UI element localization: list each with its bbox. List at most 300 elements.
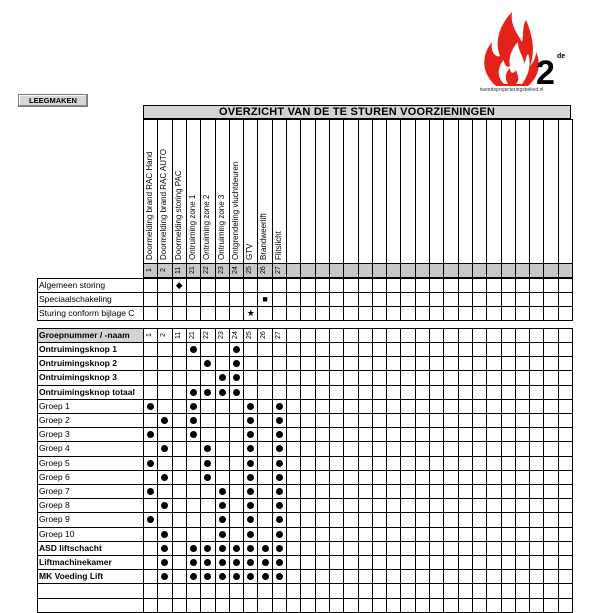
matrix-cell[interactable] bbox=[487, 307, 500, 320]
matrix-cell[interactable] bbox=[544, 499, 557, 512]
matrix-cell[interactable] bbox=[444, 428, 457, 441]
matrix-cell[interactable] bbox=[158, 513, 171, 526]
matrix-cell[interactable] bbox=[401, 428, 414, 441]
matrix-cell[interactable] bbox=[158, 485, 171, 498]
matrix-cell[interactable] bbox=[244, 471, 257, 484]
matrix-cell[interactable] bbox=[287, 485, 300, 498]
matrix-cell[interactable] bbox=[473, 414, 486, 427]
matrix-cell[interactable] bbox=[316, 371, 329, 384]
matrix-cell[interactable] bbox=[516, 570, 529, 583]
matrix-cell[interactable] bbox=[230, 307, 243, 320]
matrix-cell[interactable] bbox=[502, 279, 515, 292]
matrix-cell[interactable] bbox=[544, 528, 557, 541]
matrix-cell[interactable] bbox=[273, 499, 286, 512]
matrix-cell[interactable] bbox=[359, 513, 372, 526]
matrix-cell[interactable] bbox=[401, 457, 414, 470]
matrix-cell[interactable] bbox=[144, 343, 157, 356]
matrix-cell[interactable] bbox=[444, 556, 457, 569]
matrix-cell[interactable] bbox=[473, 343, 486, 356]
matrix-cell[interactable] bbox=[487, 371, 500, 384]
matrix-cell[interactable] bbox=[487, 293, 500, 306]
matrix-cell[interactable] bbox=[344, 400, 357, 413]
matrix-cell[interactable] bbox=[173, 457, 186, 470]
matrix-cell[interactable] bbox=[487, 570, 500, 583]
matrix-cell[interactable] bbox=[544, 428, 557, 441]
matrix-cell[interactable] bbox=[258, 499, 271, 512]
matrix-cell[interactable] bbox=[373, 599, 386, 612]
matrix-cell[interactable] bbox=[502, 414, 515, 427]
matrix-cell[interactable] bbox=[459, 428, 472, 441]
matrix-cell[interactable] bbox=[230, 414, 243, 427]
matrix-cell[interactable] bbox=[244, 371, 257, 384]
matrix-cell[interactable] bbox=[430, 513, 443, 526]
matrix-cell[interactable] bbox=[559, 584, 572, 597]
matrix-cell[interactable] bbox=[459, 570, 472, 583]
matrix-cell[interactable] bbox=[487, 471, 500, 484]
matrix-cell[interactable] bbox=[359, 457, 372, 470]
matrix-cell[interactable] bbox=[416, 499, 429, 512]
matrix-cell[interactable] bbox=[430, 371, 443, 384]
matrix-cell[interactable] bbox=[316, 414, 329, 427]
matrix-cell[interactable] bbox=[144, 371, 157, 384]
matrix-cell[interactable] bbox=[502, 428, 515, 441]
matrix-cell[interactable] bbox=[516, 357, 529, 370]
matrix-cell[interactable] bbox=[316, 542, 329, 555]
matrix-cell[interactable] bbox=[230, 485, 243, 498]
matrix-cell[interactable] bbox=[158, 414, 171, 427]
matrix-cell[interactable] bbox=[430, 542, 443, 555]
matrix-cell[interactable] bbox=[258, 307, 271, 320]
matrix-cell[interactable] bbox=[173, 513, 186, 526]
matrix-cell[interactable] bbox=[459, 400, 472, 413]
matrix-cell[interactable] bbox=[559, 528, 572, 541]
matrix-cell[interactable] bbox=[273, 428, 286, 441]
matrix-cell[interactable] bbox=[344, 329, 357, 342]
matrix-cell[interactable] bbox=[173, 485, 186, 498]
matrix-cell[interactable] bbox=[287, 584, 300, 597]
matrix-cell[interactable] bbox=[201, 499, 214, 512]
matrix-cell[interactable] bbox=[201, 584, 214, 597]
matrix-cell[interactable] bbox=[330, 570, 343, 583]
matrix-cell[interactable] bbox=[416, 279, 429, 292]
matrix-cell[interactable] bbox=[287, 329, 300, 342]
matrix-cell[interactable] bbox=[544, 570, 557, 583]
matrix-cell[interactable] bbox=[301, 457, 314, 470]
matrix-cell[interactable] bbox=[516, 499, 529, 512]
matrix-cell[interactable] bbox=[502, 471, 515, 484]
matrix-cell[interactable] bbox=[559, 386, 572, 399]
matrix-cell[interactable] bbox=[387, 386, 400, 399]
matrix-cell[interactable] bbox=[344, 343, 357, 356]
matrix-cell[interactable] bbox=[430, 414, 443, 427]
matrix-cell[interactable] bbox=[373, 471, 386, 484]
matrix-cell[interactable] bbox=[487, 343, 500, 356]
matrix-cell[interactable] bbox=[173, 293, 186, 306]
matrix-cell[interactable] bbox=[430, 499, 443, 512]
matrix-cell[interactable] bbox=[387, 307, 400, 320]
matrix-cell[interactable] bbox=[559, 499, 572, 512]
matrix-cell[interactable] bbox=[144, 599, 157, 612]
matrix-cell[interactable] bbox=[201, 599, 214, 612]
matrix-cell[interactable] bbox=[430, 528, 443, 541]
matrix-cell[interactable] bbox=[487, 584, 500, 597]
matrix-cell[interactable] bbox=[444, 400, 457, 413]
matrix-cell[interactable] bbox=[487, 386, 500, 399]
matrix-cell[interactable] bbox=[473, 485, 486, 498]
matrix-cell[interactable] bbox=[201, 428, 214, 441]
matrix-cell[interactable] bbox=[530, 400, 543, 413]
matrix-cell[interactable] bbox=[544, 343, 557, 356]
matrix-cell[interactable] bbox=[359, 471, 372, 484]
matrix-cell[interactable] bbox=[530, 307, 543, 320]
matrix-cell[interactable] bbox=[244, 457, 257, 470]
matrix-cell[interactable] bbox=[258, 357, 271, 370]
matrix-cell[interactable] bbox=[273, 357, 286, 370]
matrix-cell[interactable] bbox=[516, 428, 529, 441]
matrix-cell[interactable] bbox=[502, 599, 515, 612]
matrix-cell[interactable] bbox=[559, 457, 572, 470]
matrix-cell[interactable] bbox=[158, 386, 171, 399]
matrix-cell[interactable] bbox=[416, 414, 429, 427]
matrix-cell[interactable] bbox=[459, 442, 472, 455]
matrix-cell[interactable] bbox=[187, 570, 200, 583]
matrix-cell[interactable] bbox=[287, 414, 300, 427]
matrix-cell[interactable] bbox=[287, 279, 300, 292]
matrix-cell[interactable] bbox=[444, 307, 457, 320]
matrix-cell[interactable] bbox=[344, 457, 357, 470]
matrix-cell[interactable] bbox=[344, 556, 357, 569]
matrix-cell[interactable] bbox=[516, 471, 529, 484]
matrix-cell[interactable] bbox=[444, 343, 457, 356]
matrix-cell[interactable] bbox=[158, 400, 171, 413]
matrix-cell[interactable] bbox=[444, 584, 457, 597]
matrix-cell[interactable] bbox=[244, 528, 257, 541]
matrix-cell[interactable] bbox=[158, 343, 171, 356]
matrix-cell[interactable] bbox=[216, 293, 229, 306]
matrix-cell[interactable] bbox=[330, 279, 343, 292]
matrix-cell[interactable] bbox=[444, 528, 457, 541]
matrix-cell[interactable] bbox=[473, 499, 486, 512]
matrix-cell[interactable] bbox=[287, 471, 300, 484]
matrix-cell[interactable] bbox=[230, 471, 243, 484]
matrix-cell[interactable] bbox=[173, 556, 186, 569]
matrix-cell[interactable] bbox=[287, 442, 300, 455]
matrix-cell[interactable] bbox=[373, 542, 386, 555]
matrix-cell[interactable] bbox=[158, 371, 171, 384]
matrix-cell[interactable] bbox=[230, 357, 243, 370]
matrix-cell[interactable] bbox=[273, 371, 286, 384]
matrix-cell[interactable] bbox=[244, 357, 257, 370]
matrix-cell[interactable] bbox=[344, 293, 357, 306]
matrix-cell[interactable] bbox=[473, 329, 486, 342]
matrix-cell[interactable] bbox=[244, 570, 257, 583]
matrix-cell[interactable] bbox=[359, 528, 372, 541]
matrix-cell[interactable] bbox=[387, 457, 400, 470]
matrix-cell[interactable] bbox=[487, 279, 500, 292]
matrix-cell[interactable] bbox=[158, 428, 171, 441]
matrix-cell[interactable] bbox=[187, 357, 200, 370]
matrix-cell[interactable] bbox=[258, 528, 271, 541]
matrix-cell[interactable] bbox=[487, 457, 500, 470]
matrix-cell[interactable] bbox=[444, 386, 457, 399]
matrix-cell[interactable] bbox=[401, 293, 414, 306]
matrix-cell[interactable] bbox=[416, 513, 429, 526]
matrix-cell[interactable] bbox=[244, 442, 257, 455]
matrix-cell[interactable] bbox=[544, 371, 557, 384]
matrix-cell[interactable] bbox=[387, 485, 400, 498]
leegmaken-button[interactable]: LEEGMAKEN bbox=[18, 94, 88, 107]
matrix-cell[interactable] bbox=[244, 556, 257, 569]
matrix-cell[interactable] bbox=[444, 542, 457, 555]
matrix-cell[interactable] bbox=[401, 329, 414, 342]
matrix-cell[interactable] bbox=[416, 343, 429, 356]
matrix-cell[interactable] bbox=[144, 279, 157, 292]
matrix-cell[interactable] bbox=[187, 293, 200, 306]
matrix-cell[interactable] bbox=[387, 513, 400, 526]
matrix-cell[interactable] bbox=[301, 400, 314, 413]
matrix-cell[interactable] bbox=[416, 599, 429, 612]
matrix-cell[interactable] bbox=[173, 599, 186, 612]
matrix-cell[interactable] bbox=[373, 357, 386, 370]
matrix-cell[interactable] bbox=[287, 343, 300, 356]
matrix-cell[interactable] bbox=[459, 471, 472, 484]
matrix-cell[interactable] bbox=[401, 485, 414, 498]
matrix-cell[interactable] bbox=[559, 542, 572, 555]
matrix-cell[interactable] bbox=[516, 414, 529, 427]
matrix-cell[interactable] bbox=[444, 471, 457, 484]
matrix-cell[interactable] bbox=[244, 599, 257, 612]
matrix-cell[interactable] bbox=[373, 414, 386, 427]
matrix-cell[interactable] bbox=[544, 329, 557, 342]
matrix-cell[interactable] bbox=[244, 513, 257, 526]
matrix-cell[interactable] bbox=[459, 293, 472, 306]
matrix-cell[interactable] bbox=[258, 279, 271, 292]
matrix-cell[interactable] bbox=[301, 428, 314, 441]
matrix-cell[interactable] bbox=[144, 485, 157, 498]
matrix-cell[interactable] bbox=[401, 414, 414, 427]
matrix-cell[interactable] bbox=[416, 386, 429, 399]
matrix-cell[interactable] bbox=[201, 343, 214, 356]
matrix-cell[interactable] bbox=[473, 457, 486, 470]
matrix-cell[interactable] bbox=[559, 471, 572, 484]
matrix-cell[interactable] bbox=[387, 556, 400, 569]
matrix-cell[interactable] bbox=[487, 428, 500, 441]
matrix-cell[interactable] bbox=[359, 386, 372, 399]
matrix-cell[interactable] bbox=[287, 457, 300, 470]
matrix-cell[interactable] bbox=[359, 584, 372, 597]
matrix-cell[interactable] bbox=[144, 556, 157, 569]
matrix-cell[interactable] bbox=[187, 542, 200, 555]
matrix-cell[interactable] bbox=[473, 556, 486, 569]
matrix-cell[interactable] bbox=[258, 513, 271, 526]
matrix-cell[interactable] bbox=[544, 442, 557, 455]
matrix-cell[interactable] bbox=[416, 471, 429, 484]
matrix-cell[interactable] bbox=[144, 307, 157, 320]
matrix-cell[interactable] bbox=[516, 513, 529, 526]
matrix-cell[interactable] bbox=[201, 513, 214, 526]
matrix-cell[interactable] bbox=[530, 386, 543, 399]
matrix-cell[interactable] bbox=[216, 513, 229, 526]
matrix-cell[interactable] bbox=[173, 371, 186, 384]
matrix-cell[interactable] bbox=[416, 428, 429, 441]
matrix-cell[interactable] bbox=[230, 457, 243, 470]
matrix-cell[interactable] bbox=[230, 386, 243, 399]
matrix-cell[interactable] bbox=[401, 513, 414, 526]
matrix-cell[interactable] bbox=[187, 386, 200, 399]
matrix-cell[interactable] bbox=[530, 414, 543, 427]
matrix-cell[interactable] bbox=[273, 599, 286, 612]
matrix-cell[interactable] bbox=[244, 293, 257, 306]
matrix-cell[interactable] bbox=[273, 386, 286, 399]
matrix-cell[interactable] bbox=[373, 499, 386, 512]
matrix-cell[interactable] bbox=[530, 329, 543, 342]
matrix-cell[interactable] bbox=[273, 528, 286, 541]
matrix-cell[interactable] bbox=[187, 499, 200, 512]
matrix-cell[interactable] bbox=[530, 371, 543, 384]
matrix-cell[interactable] bbox=[459, 485, 472, 498]
matrix-cell[interactable] bbox=[430, 584, 443, 597]
matrix-cell[interactable] bbox=[559, 279, 572, 292]
matrix-cell[interactable] bbox=[487, 357, 500, 370]
matrix-cell[interactable] bbox=[344, 570, 357, 583]
matrix-cell[interactable] bbox=[473, 442, 486, 455]
matrix-cell[interactable] bbox=[516, 329, 529, 342]
matrix-cell[interactable] bbox=[287, 293, 300, 306]
matrix-cell[interactable] bbox=[416, 442, 429, 455]
matrix-cell[interactable] bbox=[559, 307, 572, 320]
matrix-cell[interactable] bbox=[359, 279, 372, 292]
matrix-cell[interactable] bbox=[244, 542, 257, 555]
matrix-cell[interactable] bbox=[244, 307, 257, 320]
matrix-cell[interactable] bbox=[173, 471, 186, 484]
matrix-cell[interactable] bbox=[401, 307, 414, 320]
matrix-cell[interactable] bbox=[430, 442, 443, 455]
matrix-cell[interactable] bbox=[158, 307, 171, 320]
matrix-cell[interactable] bbox=[530, 428, 543, 441]
matrix-cell[interactable] bbox=[373, 329, 386, 342]
matrix-cell[interactable] bbox=[316, 528, 329, 541]
matrix-cell[interactable] bbox=[502, 357, 515, 370]
matrix-cell[interactable] bbox=[187, 599, 200, 612]
matrix-cell[interactable] bbox=[144, 584, 157, 597]
matrix-cell[interactable] bbox=[430, 293, 443, 306]
matrix-cell[interactable] bbox=[544, 513, 557, 526]
matrix-cell[interactable] bbox=[216, 386, 229, 399]
matrix-cell[interactable] bbox=[330, 471, 343, 484]
matrix-cell[interactable] bbox=[401, 386, 414, 399]
matrix-cell[interactable] bbox=[487, 513, 500, 526]
matrix-cell[interactable] bbox=[359, 428, 372, 441]
matrix-cell[interactable] bbox=[316, 386, 329, 399]
matrix-cell[interactable] bbox=[301, 499, 314, 512]
matrix-cell[interactable] bbox=[401, 442, 414, 455]
matrix-cell[interactable] bbox=[216, 343, 229, 356]
matrix-cell[interactable] bbox=[201, 414, 214, 427]
matrix-cell[interactable] bbox=[430, 279, 443, 292]
matrix-cell[interactable] bbox=[244, 386, 257, 399]
matrix-cell[interactable] bbox=[530, 542, 543, 555]
matrix-cell[interactable] bbox=[459, 499, 472, 512]
matrix-cell[interactable] bbox=[502, 528, 515, 541]
matrix-cell[interactable] bbox=[359, 570, 372, 583]
matrix-cell[interactable] bbox=[301, 371, 314, 384]
matrix-cell[interactable] bbox=[258, 343, 271, 356]
matrix-cell[interactable] bbox=[316, 400, 329, 413]
matrix-cell[interactable] bbox=[444, 457, 457, 470]
matrix-cell[interactable] bbox=[144, 386, 157, 399]
matrix-cell[interactable] bbox=[287, 357, 300, 370]
matrix-cell[interactable] bbox=[559, 485, 572, 498]
matrix-cell[interactable] bbox=[444, 279, 457, 292]
matrix-cell[interactable] bbox=[216, 556, 229, 569]
matrix-cell[interactable] bbox=[301, 293, 314, 306]
matrix-cell[interactable] bbox=[330, 371, 343, 384]
matrix-cell[interactable] bbox=[544, 485, 557, 498]
matrix-cell[interactable] bbox=[459, 414, 472, 427]
matrix-cell[interactable] bbox=[244, 584, 257, 597]
matrix-cell[interactable] bbox=[487, 499, 500, 512]
matrix-cell[interactable] bbox=[459, 307, 472, 320]
matrix-cell[interactable] bbox=[416, 528, 429, 541]
matrix-cell[interactable] bbox=[459, 542, 472, 555]
matrix-cell[interactable] bbox=[401, 570, 414, 583]
matrix-cell[interactable] bbox=[559, 357, 572, 370]
matrix-cell[interactable] bbox=[273, 293, 286, 306]
matrix-cell[interactable] bbox=[444, 499, 457, 512]
matrix-cell[interactable] bbox=[144, 428, 157, 441]
matrix-cell[interactable] bbox=[502, 570, 515, 583]
matrix-cell[interactable] bbox=[144, 528, 157, 541]
matrix-cell[interactable] bbox=[544, 457, 557, 470]
matrix-cell[interactable] bbox=[173, 499, 186, 512]
matrix-cell[interactable] bbox=[287, 513, 300, 526]
matrix-cell[interactable] bbox=[516, 485, 529, 498]
matrix-cell[interactable] bbox=[187, 556, 200, 569]
matrix-cell[interactable] bbox=[301, 307, 314, 320]
matrix-cell[interactable] bbox=[216, 400, 229, 413]
matrix-cell[interactable] bbox=[559, 570, 572, 583]
matrix-cell[interactable] bbox=[559, 442, 572, 455]
matrix-cell[interactable] bbox=[373, 570, 386, 583]
matrix-cell[interactable] bbox=[516, 556, 529, 569]
matrix-cell[interactable] bbox=[330, 499, 343, 512]
matrix-cell[interactable] bbox=[373, 584, 386, 597]
matrix-cell[interactable] bbox=[330, 457, 343, 470]
matrix-cell[interactable] bbox=[187, 279, 200, 292]
matrix-cell[interactable] bbox=[301, 343, 314, 356]
matrix-cell[interactable] bbox=[230, 371, 243, 384]
matrix-cell[interactable] bbox=[273, 400, 286, 413]
matrix-cell[interactable] bbox=[173, 528, 186, 541]
matrix-cell[interactable] bbox=[244, 279, 257, 292]
matrix-cell[interactable] bbox=[158, 499, 171, 512]
matrix-cell[interactable] bbox=[287, 386, 300, 399]
matrix-cell[interactable] bbox=[559, 556, 572, 569]
matrix-cell[interactable] bbox=[559, 513, 572, 526]
matrix-cell[interactable] bbox=[516, 293, 529, 306]
matrix-cell[interactable] bbox=[416, 307, 429, 320]
matrix-cell[interactable] bbox=[330, 485, 343, 498]
matrix-cell[interactable] bbox=[530, 513, 543, 526]
matrix-cell[interactable] bbox=[230, 499, 243, 512]
matrix-cell[interactable] bbox=[387, 279, 400, 292]
matrix-cell[interactable] bbox=[216, 414, 229, 427]
matrix-cell[interactable] bbox=[273, 442, 286, 455]
matrix-cell[interactable] bbox=[559, 428, 572, 441]
matrix-cell[interactable] bbox=[230, 513, 243, 526]
matrix-cell[interactable] bbox=[316, 499, 329, 512]
matrix-cell[interactable] bbox=[330, 329, 343, 342]
